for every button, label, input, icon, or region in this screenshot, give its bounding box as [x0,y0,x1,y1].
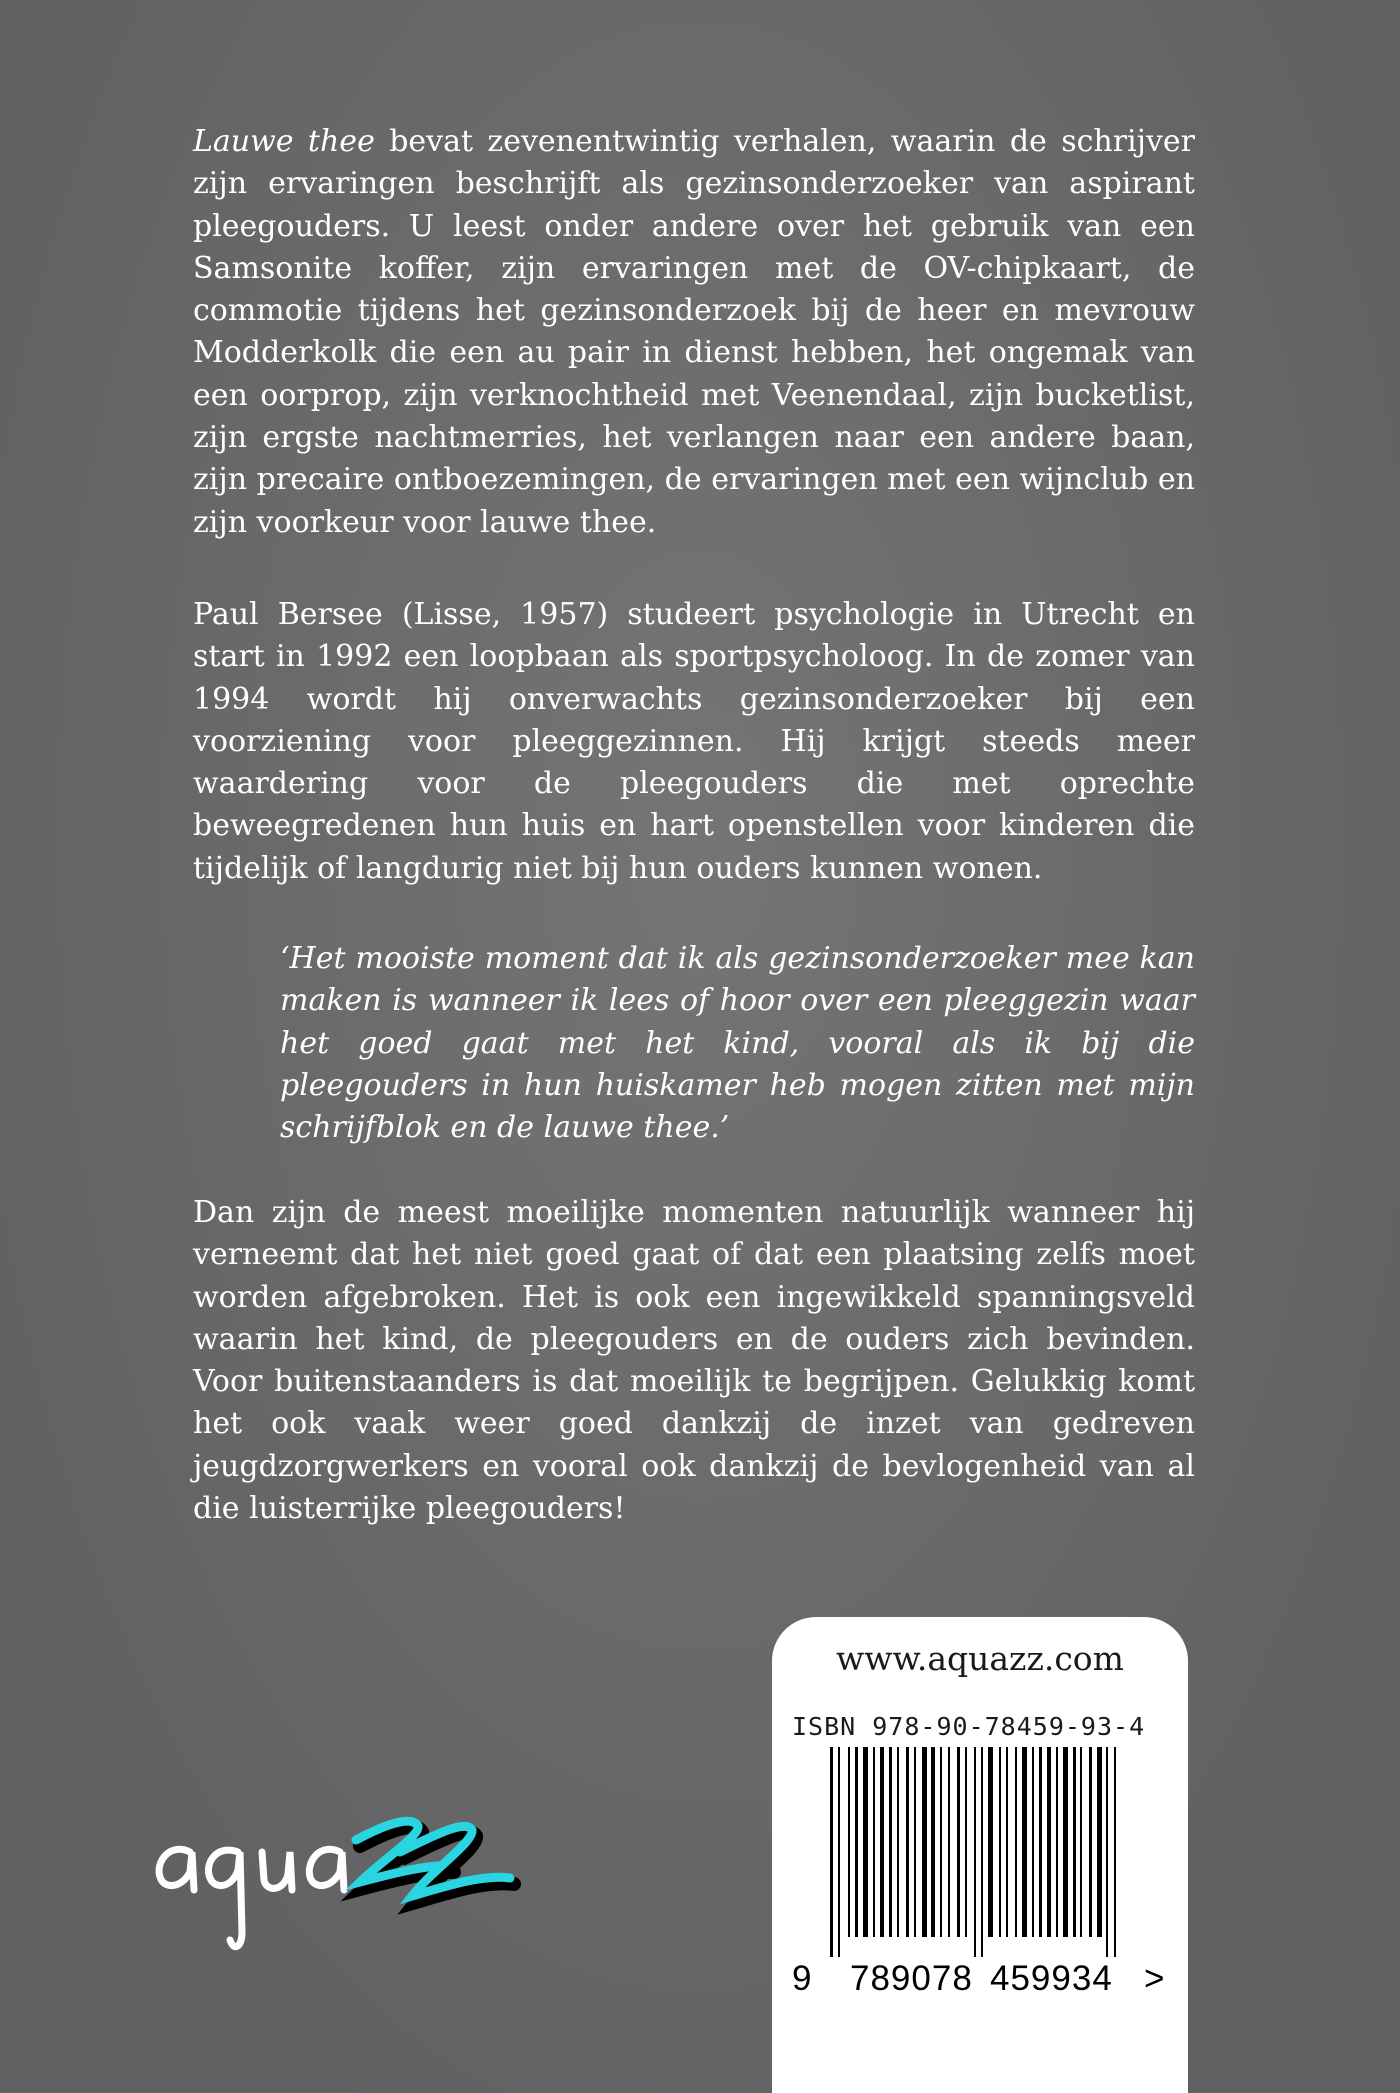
blurb-paragraph-3: Dan zijn de meest moeilijke momenten natuurlijk wanneer hij verneemt dat het niet goed gaat of dat een plaatsing zelfs moet worden afgebroken. Het is ook een ingewikkeld spanningsveld waarin het kind, de pleegouders en de ouders zich bevinden. Voor buitenstaanders is dat moeilijk te begrijpen. Gelukkig komt het ook vaak weer goed dankzij de inzet van gedreven jeugdzorgwerkers en vooral ook dankzij de bevlogenheid van al die luisterrijke pleegouders! [193,1195,1195,1527]
isbn-label: ISBN 978-90-78459-93-4 [792,1712,1146,1741]
barcode-digit-group-2: 459934 [990,1959,1113,1998]
aquazz-logo-icon [150,1812,530,1962]
blurb-paragraph-1 [193,121,1195,544]
book-title: Lauwe thee [193,124,375,159]
barcode-digit-lead: 9 [792,1959,812,1998]
barcode-digit-group-1: 789078 [850,1959,973,1998]
barcode-panel [772,1617,1188,2093]
barcode-digit-tail: > [1144,1959,1165,1998]
author-bio: Paul Bersee (Lisse, 1957) studeert psychologie in Utrecht en start in 1992 een loopbaan als sportpsycholoog. In de zomer van 1994 wordt hij onverwachts gezinsonderzoeker bij een voorziening voor pleeggezinnen. Hij krijgt steeds meer waardering voor de pleegouders die met oprechte beweegredenen hun huis en hart openstellen voor kinderen die tijdelijk of langdurig niet bij hun ouders kunnen wonen. [193,597,1195,886]
blurb-paragraph-1-text: bevat zevenentwintig verhalen, waarin de schrijver zijn ervaringen beschrijft als gezinsonderzoeker van aspirant pleegouders. U leest onder andere over het gebruik van een Samsonite koffer, zijn ervaringen met de OV-chipkaart, de commotie tijdens het gezinsonderzoek bij de heer en mevrouw Modderkolk die een au pair in dienst hebben, het ongemak van een oorprop, zijn verknochtheid met Veenendaal, zijn bucketlist, zijn ergste nachtmerries, het verlangen naar een andere baan, zijn precaire ontboezemingen, de ervaringen met een wijnclub en zijn voorkeur voor lauwe thee. [193,124,1195,540]
author-quote: ‘Het mooiste moment dat ik als gezinsonderzoeker mee kan maken is wanneer ik lees of hoor over een pleeggezin waar het goed gaat met het kind, vooral als ik bij die pleegouders in hun huiskamer heb mogen zitten met mijn schrijfblok en de lauwe thee.’ [280,941,1195,1146]
publisher-logo [150,1812,530,1966]
barcode-icon [830,1747,1130,1957]
publisher-website: www.aquazz.com [836,1639,1124,1678]
